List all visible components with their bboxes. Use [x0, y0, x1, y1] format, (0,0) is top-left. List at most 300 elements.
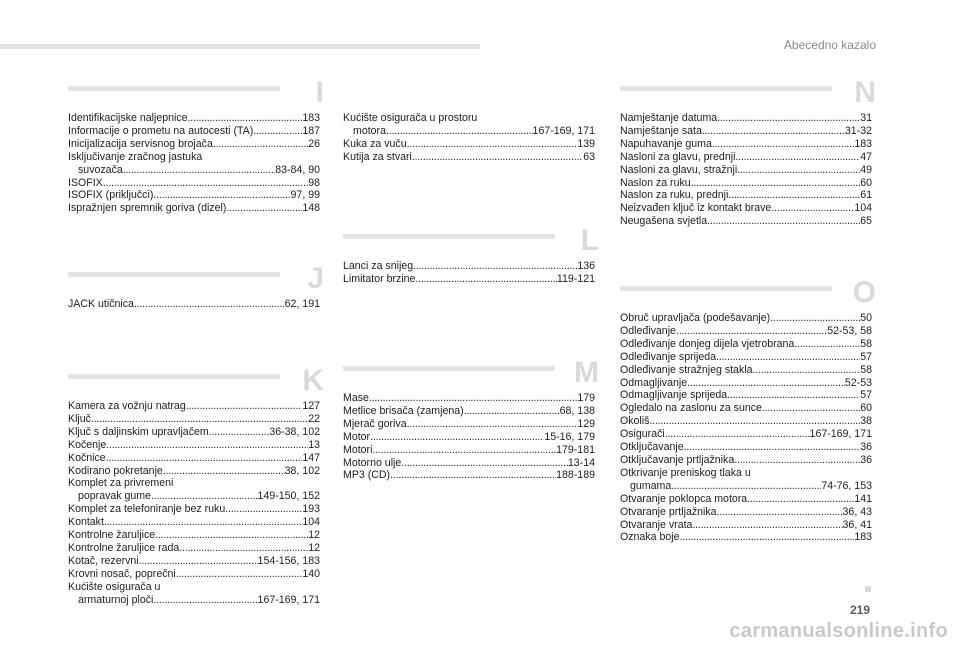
- index-entry: [620, 125, 872, 138]
- entry-line: [620, 215, 872, 228]
- entry-list: [68, 112, 320, 215]
- index-entry: [620, 177, 872, 190]
- entry-pages: 12: [308, 529, 320, 542]
- dot-leader: [372, 444, 556, 457]
- entry-text: Obruč upravljača (podešavanje): [620, 312, 771, 324]
- entry-line: [68, 594, 320, 607]
- entry-line: [68, 439, 320, 452]
- dot-leader: [401, 457, 568, 470]
- dot-leader: [717, 112, 860, 125]
- entry-line: [620, 338, 872, 351]
- entry-text: Nasloni za glavu, stražnji: [620, 163, 738, 176]
- entry-pages: 141: [854, 492, 872, 505]
- entry-line: [620, 177, 872, 190]
- entry-text: Identifikacijske naljepnice: [68, 112, 188, 124]
- entry-pages: 58: [860, 337, 872, 350]
- entry-line: [343, 444, 595, 457]
- entry-text: Otkrivanje preniskog tlaka u: [620, 466, 751, 479]
- index-entry: [620, 364, 872, 377]
- dot-leader: [728, 189, 860, 202]
- entry-text: Nasloni za glavu, prednji: [620, 150, 736, 163]
- dot-leader: [464, 405, 560, 418]
- entry-text: Odleđivanje stražnjeg stakla: [620, 363, 753, 376]
- entry-pages: 129: [577, 417, 595, 430]
- entry-line: [68, 490, 320, 503]
- entry-line: [68, 452, 320, 465]
- index-entry: [68, 125, 320, 138]
- entry-text: Neizvađen ključ iz kontakt brave: [620, 202, 772, 215]
- index-entry: [620, 202, 872, 215]
- entry-pages: 36-38, 102: [269, 425, 320, 438]
- page-marker: [865, 586, 871, 592]
- section-letter: O: [852, 276, 876, 309]
- dot-leader: [104, 516, 302, 529]
- entry-line: [620, 351, 872, 364]
- entry-line: [620, 125, 872, 138]
- entry-pages: 15-16, 179: [544, 430, 595, 443]
- index-entry: [343, 260, 595, 273]
- dot-leader: [188, 112, 303, 125]
- entry-list: [343, 260, 595, 286]
- section-letter: K: [302, 364, 324, 397]
- entry-line: [68, 177, 320, 190]
- dot-leader: [369, 392, 577, 405]
- entry-pages: 147: [302, 451, 320, 464]
- section-letter: N: [854, 76, 876, 109]
- entry-pages: 52-53, 58: [827, 324, 872, 337]
- entry-pages: 104: [302, 516, 320, 529]
- index-entry: [68, 112, 320, 125]
- entry-text: Kočenje: [68, 438, 107, 451]
- entry-pages: 38: [860, 415, 872, 428]
- index-entry: [343, 151, 595, 164]
- index-entry: [620, 402, 872, 415]
- entry-text: gumama: [630, 479, 672, 492]
- entry-text: Namještanje datuma: [620, 112, 718, 124]
- dot-leader: [390, 469, 556, 482]
- dot-leader: [176, 568, 303, 581]
- index-entry: [68, 555, 320, 568]
- entry-pages: 167-169, 171: [257, 593, 320, 606]
- index-entry: [620, 325, 872, 338]
- entry-line: [68, 581, 320, 594]
- entry-pages: 60: [860, 176, 872, 189]
- entry-line: [68, 164, 320, 177]
- entry-line: [620, 325, 872, 338]
- entry-text: MP3 (CD): [343, 469, 391, 482]
- index-entry: [620, 189, 872, 202]
- entry-text: armaturnoj ploči: [78, 593, 154, 606]
- dot-leader: [770, 312, 860, 325]
- entry-text: Ogledalo na zaslonu za sunce: [620, 402, 762, 415]
- dot-leader: [106, 439, 308, 452]
- dot-leader: [684, 441, 861, 454]
- index-entry: [620, 151, 872, 164]
- entry-text: Namještanje sata: [620, 124, 702, 137]
- section-divider: [68, 272, 280, 277]
- index-entry: [68, 568, 320, 581]
- entry-text: Odleđivanje: [620, 324, 676, 337]
- index-entry: [620, 467, 872, 493]
- entry-line: [68, 477, 320, 490]
- entry-line: [620, 202, 872, 215]
- dot-leader: [103, 177, 308, 190]
- dot-leader: [179, 542, 308, 555]
- entry-pages: 31: [860, 112, 872, 124]
- dot-leader: [412, 151, 583, 164]
- entry-pages: 188-189: [556, 469, 595, 482]
- index-entry: [68, 542, 320, 555]
- entry-pages: 149-150, 152: [257, 490, 320, 503]
- dot-leader: [209, 426, 270, 439]
- dot-leader: [762, 402, 860, 415]
- entry-line: [343, 125, 595, 138]
- entry-line: [620, 441, 872, 454]
- dot-leader: [671, 480, 821, 493]
- entry-pages: 183: [854, 137, 872, 150]
- dot-leader: [707, 215, 860, 228]
- entry-text: motora: [353, 124, 386, 137]
- entry-text: Odleđivanje sprijeda: [620, 350, 716, 363]
- index-entry: [68, 529, 320, 542]
- section-divider: [620, 86, 832, 91]
- entry-line: [620, 151, 872, 164]
- index-entry: [620, 454, 872, 467]
- entry-pages: 139: [577, 137, 595, 150]
- entry-pages: 36, 41: [842, 518, 872, 531]
- index-entry: [620, 428, 872, 441]
- entry-line: [68, 529, 320, 542]
- entry-pages: 12: [308, 541, 320, 554]
- entry-line: [68, 413, 320, 426]
- dot-leader: [691, 177, 861, 190]
- index-entry: [68, 202, 320, 215]
- index-entry: [620, 312, 872, 325]
- entry-text: Kutija za stvari: [343, 150, 412, 163]
- index-entry: [620, 519, 872, 532]
- entry-text: Kontrolne žaruljice rada: [68, 541, 180, 554]
- entry-pages: 22: [308, 412, 320, 425]
- dot-leader: [123, 164, 275, 177]
- index-entry: [620, 164, 872, 177]
- entry-line: [343, 392, 595, 405]
- index-entry: [343, 469, 595, 482]
- entry-text: Komplet za privremeni: [68, 477, 174, 490]
- entry-text: Ispražnjen spremnik goriva (dizel): [68, 202, 227, 215]
- entry-text: Limitator brzine: [343, 272, 416, 285]
- index-entry: [68, 581, 320, 607]
- dot-leader: [692, 519, 842, 532]
- entry-pages: 49: [860, 163, 872, 176]
- entry-pages: 47: [860, 150, 872, 163]
- index-entry: [68, 413, 320, 426]
- entry-text: Napuhavanje guma: [620, 137, 712, 150]
- index-entry: [620, 506, 872, 519]
- entry-line: [343, 260, 595, 273]
- entry-line: [620, 480, 872, 493]
- entry-line: [343, 431, 595, 444]
- dot-leader: [794, 338, 860, 351]
- dot-leader: [155, 529, 308, 542]
- entry-text: Naslon za ruku, prednji: [620, 189, 729, 202]
- entry-text: Ključ s daljinskim upravljačem: [68, 425, 209, 438]
- entry-pages: 36: [860, 453, 872, 466]
- section-letter: M: [574, 356, 599, 389]
- entry-line: [343, 112, 595, 125]
- dot-leader: [727, 389, 860, 402]
- entry-line: [68, 298, 320, 311]
- entry-line: [68, 516, 320, 529]
- entry-text: Kontakt: [68, 516, 104, 529]
- entry-line: [620, 519, 872, 532]
- index-entry: [620, 531, 872, 544]
- page-number: 219: [849, 603, 870, 617]
- entry-pages: 119-121: [556, 272, 595, 285]
- entry-text: JACK utičnica: [68, 298, 134, 310]
- index-entry: [620, 415, 872, 428]
- entry-line: [620, 364, 872, 377]
- index-entry: [343, 392, 595, 405]
- entry-text: ISOFIX (priključci): [68, 189, 154, 202]
- entry-list: [68, 400, 320, 607]
- index-entry: [68, 503, 320, 516]
- entry-line: [620, 428, 872, 441]
- dot-leader: [676, 325, 827, 338]
- entry-pages: 104: [854, 202, 872, 215]
- entry-pages: 13-14: [567, 456, 595, 469]
- entry-text: suvozača: [78, 163, 123, 176]
- entry-pages: 58: [860, 363, 872, 376]
- entry-pages: 36: [860, 441, 872, 454]
- section-divider: [343, 234, 555, 239]
- entry-line: [343, 273, 595, 286]
- entry-line: [620, 389, 872, 402]
- index-entry: [620, 441, 872, 454]
- entry-pages: 63: [583, 150, 595, 163]
- section-divider: [68, 374, 280, 379]
- entry-line: [620, 467, 872, 480]
- dot-leader: [163, 465, 285, 478]
- dot-leader: [687, 377, 845, 390]
- dot-leader: [153, 594, 257, 607]
- entry-text: Motorno ulje: [343, 456, 402, 469]
- index-entry: [68, 151, 320, 177]
- entry-text: Metlice brisača (zamjena): [343, 404, 464, 417]
- entry-text: Otključavanje: [620, 441, 684, 454]
- index-entry: [68, 465, 320, 478]
- dot-leader: [771, 202, 854, 215]
- dot-leader: [106, 452, 303, 465]
- entry-line: [68, 503, 320, 516]
- entry-text: Odmagljivanje: [620, 376, 688, 389]
- entry-pages: 26: [308, 137, 320, 150]
- entry-list: [620, 312, 872, 544]
- entry-line: [343, 151, 595, 164]
- entry-line: [620, 493, 872, 506]
- index-entry: [343, 457, 595, 470]
- entry-pages: 183: [302, 112, 320, 124]
- entry-text: Odleđivanje donjeg dijela vjetrobrana: [620, 337, 795, 350]
- entry-text: Oznaka boje: [620, 531, 680, 544]
- index-entry: [620, 389, 872, 402]
- entry-list: [620, 112, 872, 228]
- section-letter: L: [580, 224, 599, 257]
- entry-pages: 31-32: [844, 124, 872, 137]
- index-entry: [68, 138, 320, 151]
- dot-leader: [225, 503, 302, 516]
- entry-line: [68, 465, 320, 478]
- entry-pages: 98: [308, 176, 320, 189]
- entry-line: [68, 400, 320, 413]
- dot-leader: [734, 454, 860, 467]
- dot-leader: [134, 298, 285, 311]
- entry-pages: 127: [302, 400, 320, 412]
- entry-text: Odmagljivanje sprijeda: [620, 389, 728, 402]
- index-entry: [68, 189, 320, 202]
- index-entry: [68, 177, 320, 190]
- index-entry: [620, 138, 872, 151]
- entry-text: Kočnice: [68, 451, 106, 464]
- entry-line: [343, 469, 595, 482]
- entry-pages: 193: [302, 503, 320, 516]
- index-entry: [68, 452, 320, 465]
- entry-text: Ključ: [68, 412, 91, 425]
- section-divider: [343, 366, 555, 371]
- dot-leader: [649, 415, 860, 428]
- entry-line: [68, 202, 320, 215]
- entry-line: [343, 138, 595, 151]
- entry-text: Krovni nosač, poprečni: [68, 567, 176, 580]
- entry-line: [620, 415, 872, 428]
- entry-text: Mase: [343, 392, 369, 404]
- header-bar: [0, 44, 480, 49]
- entry-line: [68, 151, 320, 164]
- index-entry: [343, 405, 595, 418]
- entry-pages: 136: [577, 260, 595, 272]
- entry-line: [620, 112, 872, 125]
- entry-pages: 187: [302, 124, 320, 137]
- index-entry: [343, 431, 595, 444]
- entry-text: Kamera za vožnju natrag: [68, 400, 186, 412]
- index-entry: [68, 298, 320, 311]
- index-entry: [343, 444, 595, 457]
- entry-pages: 167-169, 171: [532, 124, 595, 137]
- entry-line: [620, 531, 872, 544]
- entry-line: [68, 555, 320, 568]
- entry-line: [620, 312, 872, 325]
- dot-leader: [186, 400, 303, 413]
- dot-leader: [735, 151, 860, 164]
- entry-text: Lanci za snijeg: [343, 260, 414, 272]
- dot-leader: [747, 493, 854, 506]
- entry-line: [343, 457, 595, 470]
- page-title: Abecedno kazalo: [783, 38, 876, 52]
- dot-leader: [213, 138, 308, 151]
- entry-line: [620, 164, 872, 177]
- entry-line: [620, 377, 872, 390]
- entry-pages: 148: [302, 202, 320, 215]
- entry-pages: 167-169, 171: [809, 428, 872, 441]
- index-entry: [343, 112, 595, 138]
- entry-text: Inicijalizacija servisnog brojača: [68, 137, 213, 150]
- watermark: carmanualsonline.info: [729, 620, 948, 642]
- entry-pages: 62, 191: [284, 298, 320, 310]
- dot-leader: [679, 531, 854, 544]
- dot-leader: [665, 428, 810, 441]
- dot-leader: [151, 490, 258, 503]
- index-entry: [68, 516, 320, 529]
- dot-leader: [407, 138, 578, 151]
- entry-text: popravak gume: [78, 490, 152, 503]
- dot-leader: [753, 364, 861, 377]
- entry-text: Motor: [343, 430, 371, 443]
- entry-pages: 74-76, 153: [821, 479, 872, 492]
- entry-text: Otvaranje vrata: [620, 518, 693, 531]
- index-entry: [620, 351, 872, 364]
- entry-line: [68, 112, 320, 125]
- dot-leader: [702, 125, 845, 138]
- entry-pages: 68, 138: [559, 404, 595, 417]
- entry-pages: 179-181: [556, 443, 595, 456]
- index-entry: [620, 493, 872, 506]
- entry-pages: 57: [860, 389, 872, 402]
- dot-leader: [139, 555, 258, 568]
- entry-text: Osigurači: [620, 428, 665, 441]
- entry-text: Kotač, rezervni: [68, 554, 139, 567]
- dot-leader: [253, 125, 302, 138]
- entry-pages: 57: [860, 350, 872, 363]
- entry-line: [68, 568, 320, 581]
- entry-pages: 83-84, 90: [275, 163, 320, 176]
- dot-leader: [226, 202, 302, 215]
- index-entry: [343, 273, 595, 286]
- entry-text: Otključavanje prtljažnika: [620, 453, 735, 466]
- dot-leader: [717, 506, 843, 519]
- entry-line: [620, 454, 872, 467]
- entry-pages: 52-53: [844, 376, 872, 389]
- dot-leader: [413, 260, 577, 273]
- index-entry: [68, 477, 320, 503]
- index-entry: [68, 426, 320, 439]
- entry-pages: 179: [577, 392, 595, 404]
- entry-pages: 60: [860, 402, 872, 415]
- index-entry: [620, 377, 872, 390]
- section-divider: [620, 286, 832, 291]
- entry-text: Komplet za telefoniranje bez ruku: [68, 503, 226, 516]
- entry-pages: 97, 99: [290, 189, 320, 202]
- entry-text: Kućište osigurača u prostoru: [343, 112, 478, 124]
- entry-text: Mjerač goriva: [343, 417, 407, 430]
- entry-line: [620, 506, 872, 519]
- dot-leader: [716, 351, 860, 364]
- entry-line: [68, 125, 320, 138]
- entry-pages: 13: [308, 438, 320, 451]
- dot-leader: [737, 164, 860, 177]
- section-divider: [68, 86, 280, 91]
- index-entry: [343, 138, 595, 151]
- entry-pages: 65: [860, 215, 872, 228]
- entry-text: Okoliš: [620, 415, 650, 428]
- entry-text: Kontrolne žaruljice: [68, 529, 156, 542]
- index-entry: [620, 112, 872, 125]
- entry-line: [68, 189, 320, 202]
- dot-leader: [415, 273, 556, 286]
- dot-leader: [386, 125, 533, 138]
- entry-text: Kodirano pokretanje: [68, 464, 163, 477]
- index-entry: [343, 418, 595, 431]
- entry-text: Naslon za ruku: [620, 176, 691, 189]
- entry-text: Motori: [343, 443, 373, 456]
